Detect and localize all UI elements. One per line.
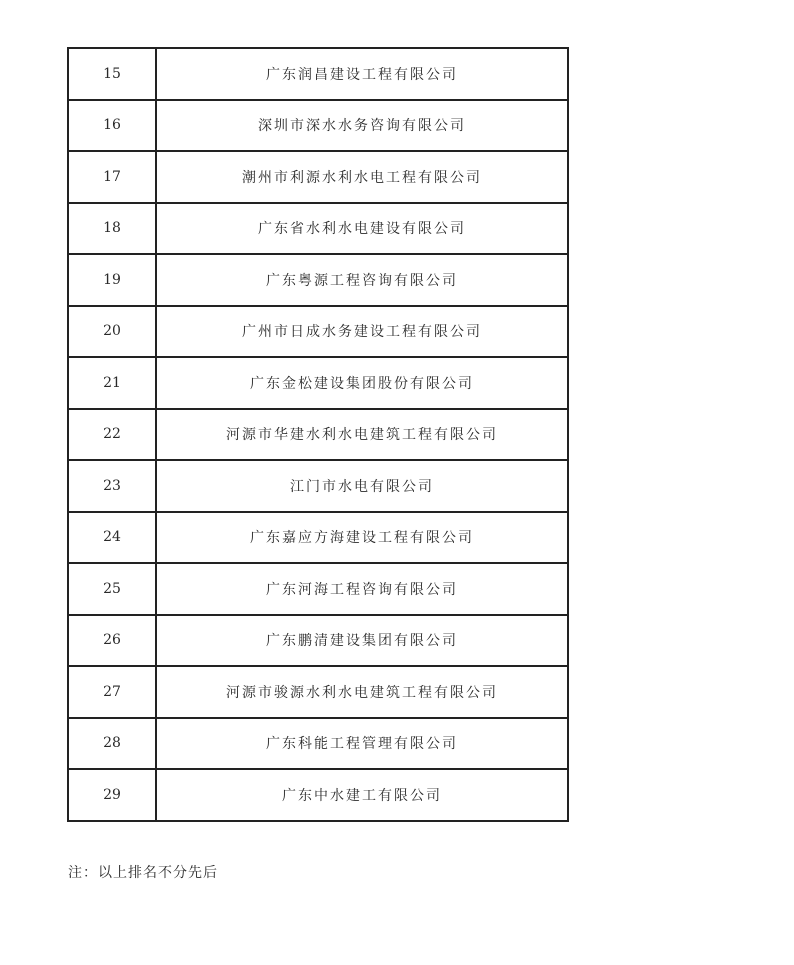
row-number: 24	[68, 512, 156, 564]
row-number: 19	[68, 254, 156, 306]
table-row	[68, 100, 568, 152]
table-row	[68, 254, 568, 306]
footnote: 注：以上排名不分先后	[68, 865, 218, 881]
company-name: 广东科能工程管理有限公司	[156, 718, 568, 770]
company-name: 广东鹏清建设集团有限公司	[156, 615, 568, 667]
table-row	[68, 666, 568, 718]
company-list-table	[67, 47, 569, 822]
company-name: 广东中水建工有限公司	[156, 769, 568, 821]
row-number: 26	[68, 615, 156, 667]
table-row	[68, 357, 568, 409]
table-row	[68, 460, 568, 512]
row-number: 28	[68, 718, 156, 770]
row-number: 17	[68, 151, 156, 203]
company-name: 河源市骏源水利水电建筑工程有限公司	[156, 666, 568, 718]
company-name: 广东金松建设集团股份有限公司	[156, 357, 568, 409]
company-name: 广东粤源工程咨询有限公司	[156, 254, 568, 306]
table-row	[68, 409, 568, 461]
table-row	[68, 769, 568, 821]
row-number: 27	[68, 666, 156, 718]
table-row	[68, 203, 568, 255]
table-row	[68, 563, 568, 615]
row-number: 18	[68, 203, 156, 255]
row-number: 16	[68, 100, 156, 152]
company-name: 广东省水利水电建设有限公司	[156, 203, 568, 255]
row-number: 15	[68, 48, 156, 100]
row-number: 21	[68, 357, 156, 409]
company-name: 潮州市利源水利水电工程有限公司	[156, 151, 568, 203]
table-row	[68, 718, 568, 770]
table-row	[68, 615, 568, 667]
company-name: 深圳市深水水务咨询有限公司	[156, 100, 568, 152]
row-number: 23	[68, 460, 156, 512]
row-number: 20	[68, 306, 156, 358]
row-number: 22	[68, 409, 156, 461]
company-name: 河源市华建水利水电建筑工程有限公司	[156, 409, 568, 461]
company-name: 广州市日成水务建设工程有限公司	[156, 306, 568, 358]
row-number: 29	[68, 769, 156, 821]
table-row	[68, 48, 568, 100]
table-row	[68, 306, 568, 358]
company-name: 江门市水电有限公司	[156, 460, 568, 512]
company-name: 广东润昌建设工程有限公司	[156, 48, 568, 100]
table-row	[68, 512, 568, 564]
table-row	[68, 151, 568, 203]
company-name: 广东河海工程咨询有限公司	[156, 563, 568, 615]
row-number: 25	[68, 563, 156, 615]
company-name: 广东嘉应方海建设工程有限公司	[156, 512, 568, 564]
